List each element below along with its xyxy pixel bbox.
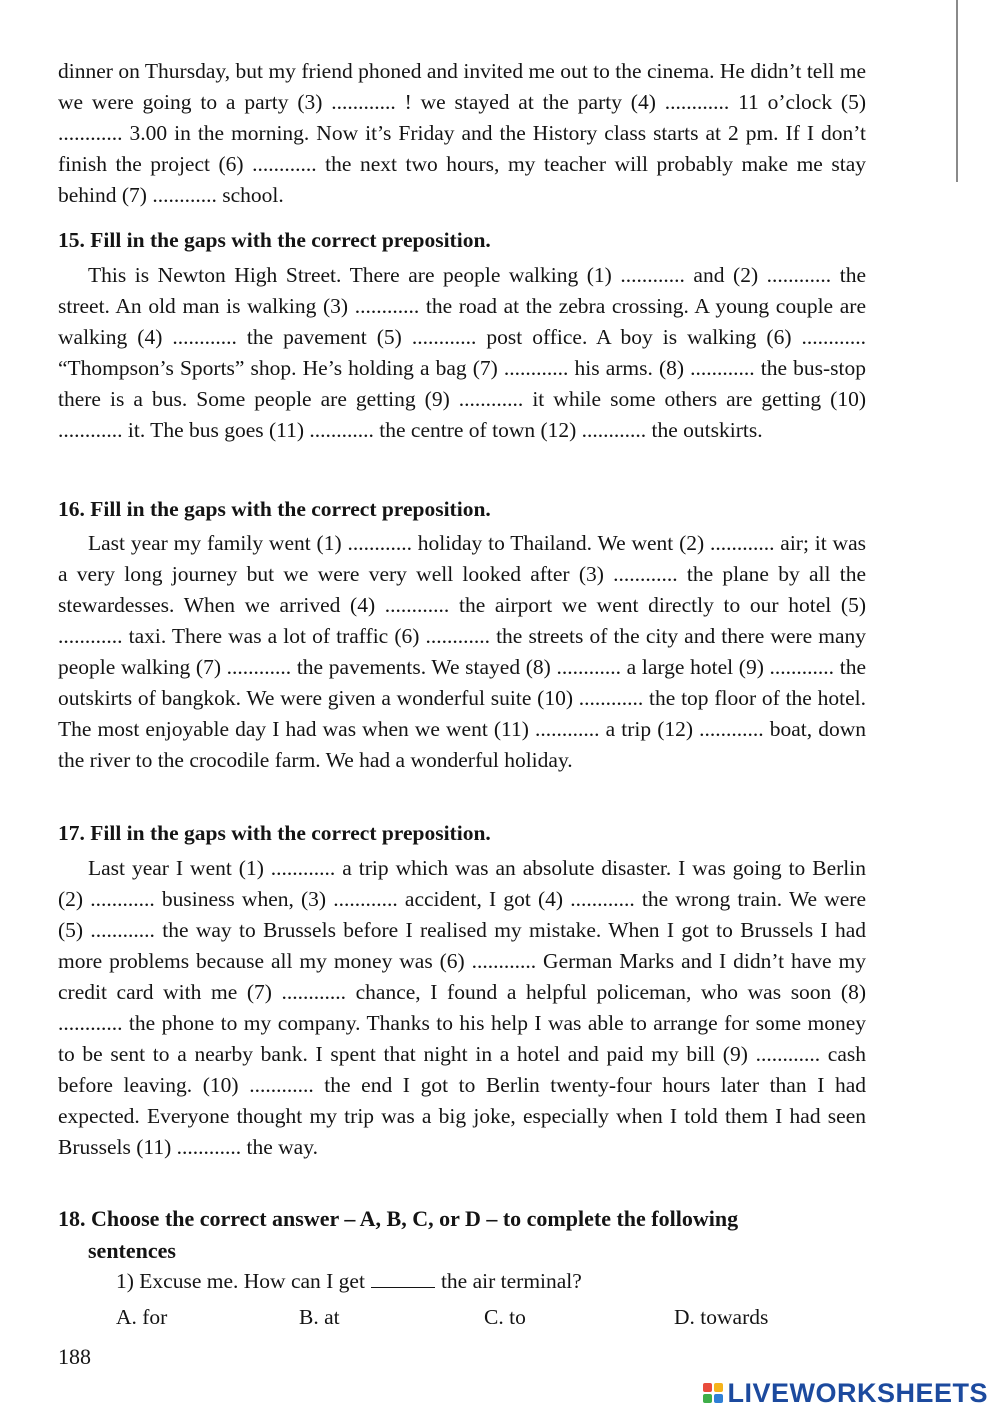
exercise-15-text: This is Newton High Street. There are people walking (1) ............ and (2) ............ the street. An old man is walking (3) ............ the road at the zebra crossing. A young couple are walking (4) ............ the pavement (5) ............ post office. A boy is walking (6) ............ “Thompson’s Sports” shop. He’s holding a bag (7) ............ his arms. (8) ............ the bus-stop there is a bus. Some people are getting (9) ............ it while some others are getting (10) ............ it. The bus goes (11) ............ the centre of town (12) ............ the outskirts.	[58, 263, 866, 442]
page-edge-rule	[956, 0, 958, 182]
liveworksheets-logo-icon	[703, 1383, 723, 1403]
exercise-15-heading: 15. Fill in the gaps with the correct preposition.	[58, 228, 491, 252]
question-1-blank[interactable]	[371, 1269, 435, 1288]
page-number: 188	[58, 1344, 91, 1369]
exercise-18-heading	[58, 1203, 866, 1267]
option-a[interactable]: A. for	[116, 1305, 168, 1329]
exercise-17-text: Last year I went (1) ............ a trip which was an absolute disaster. I was going to Berlin (2) ............ business when, (3) ............ accident, I got (4) ............ the wrong train. We were (5) ............ the way to Brussels before I realised my mistake. When I got to Brussels I had more problems because all my money was (6) ............ German Marks and I didn’t have my credit card with me (7) ............ chance, I found a helpful policeman, who was soon (8) ............ the phone to my company. Thanks to his help I was able to arrange for some money to be sent to a nearby bank. I spent that night in a hotel and paid my bill (9) ............ cash before leaving. (10) ............ the end I got to Berlin twenty-four hours later than I had expected. Everyone thought my trip was a big joke, especially when I told them I had seen Brussels (11) ............ the way.	[58, 856, 866, 1159]
question-1-end: the air terminal?	[440, 1269, 582, 1293]
option-c[interactable]: C. to	[484, 1305, 526, 1329]
question-1	[116, 1266, 582, 1297]
exercise-16-text: Last year my family went (1) ............ holiday to Thailand. We went (2) ............ air; it was a very long journey but we were very well looked after (3) ............ the plane by all the stewardesses. When we arrived (4) ............ the airport we went directly to our hotel (5) ............ taxi. There was a lot of traffic (6) ............ the streets of the city and there were many people walking (7) ............ the pavements. We stayed (8) ............ a large hotel (9) ............ the outskirts of bangkok. We were given a wonderful suite (10) ............ the top floor of the hotel. The most enjoyable day I had was when we went (11) ............ a trip (12) ............ boat, down the river to the crocodile farm. We had a wonderful holiday.	[58, 531, 866, 772]
exercise-17-heading: 17. Fill in the gaps with the correct preposition.	[58, 821, 491, 845]
liveworksheets-logo	[703, 1378, 988, 1408]
question-1-stem: 1) Excuse me. How can I get	[116, 1269, 365, 1293]
option-d[interactable]: D. towards	[674, 1305, 769, 1329]
liveworksheets-logo-text: LIVEWORKSHEETS	[727, 1377, 988, 1408]
exercise-18-heading-line1: 18. Choose the correct answer – A, B, C, or D – to complete the following	[58, 1206, 739, 1231]
exercise-16-heading: 16. Fill in the gaps with the correct preposition.	[58, 497, 491, 521]
exercise-18-heading-line2: sentences	[88, 1238, 176, 1263]
intro-paragraph: dinner on Thursday, but my friend phoned and invited me out to the cinema. He didn’t tell me we were going to a party (3) ............ ! we stayed at the party (4) ............ 11 o’clock (5) ............ 3.00 in the morning. Now it’s Friday and the History class starts at 2 pm. If I don’t finish the project (6) ............ the next two hours, my teacher will probably make me stay behind (7) ............ school.	[58, 59, 866, 207]
option-b[interactable]: B. at	[299, 1305, 340, 1329]
